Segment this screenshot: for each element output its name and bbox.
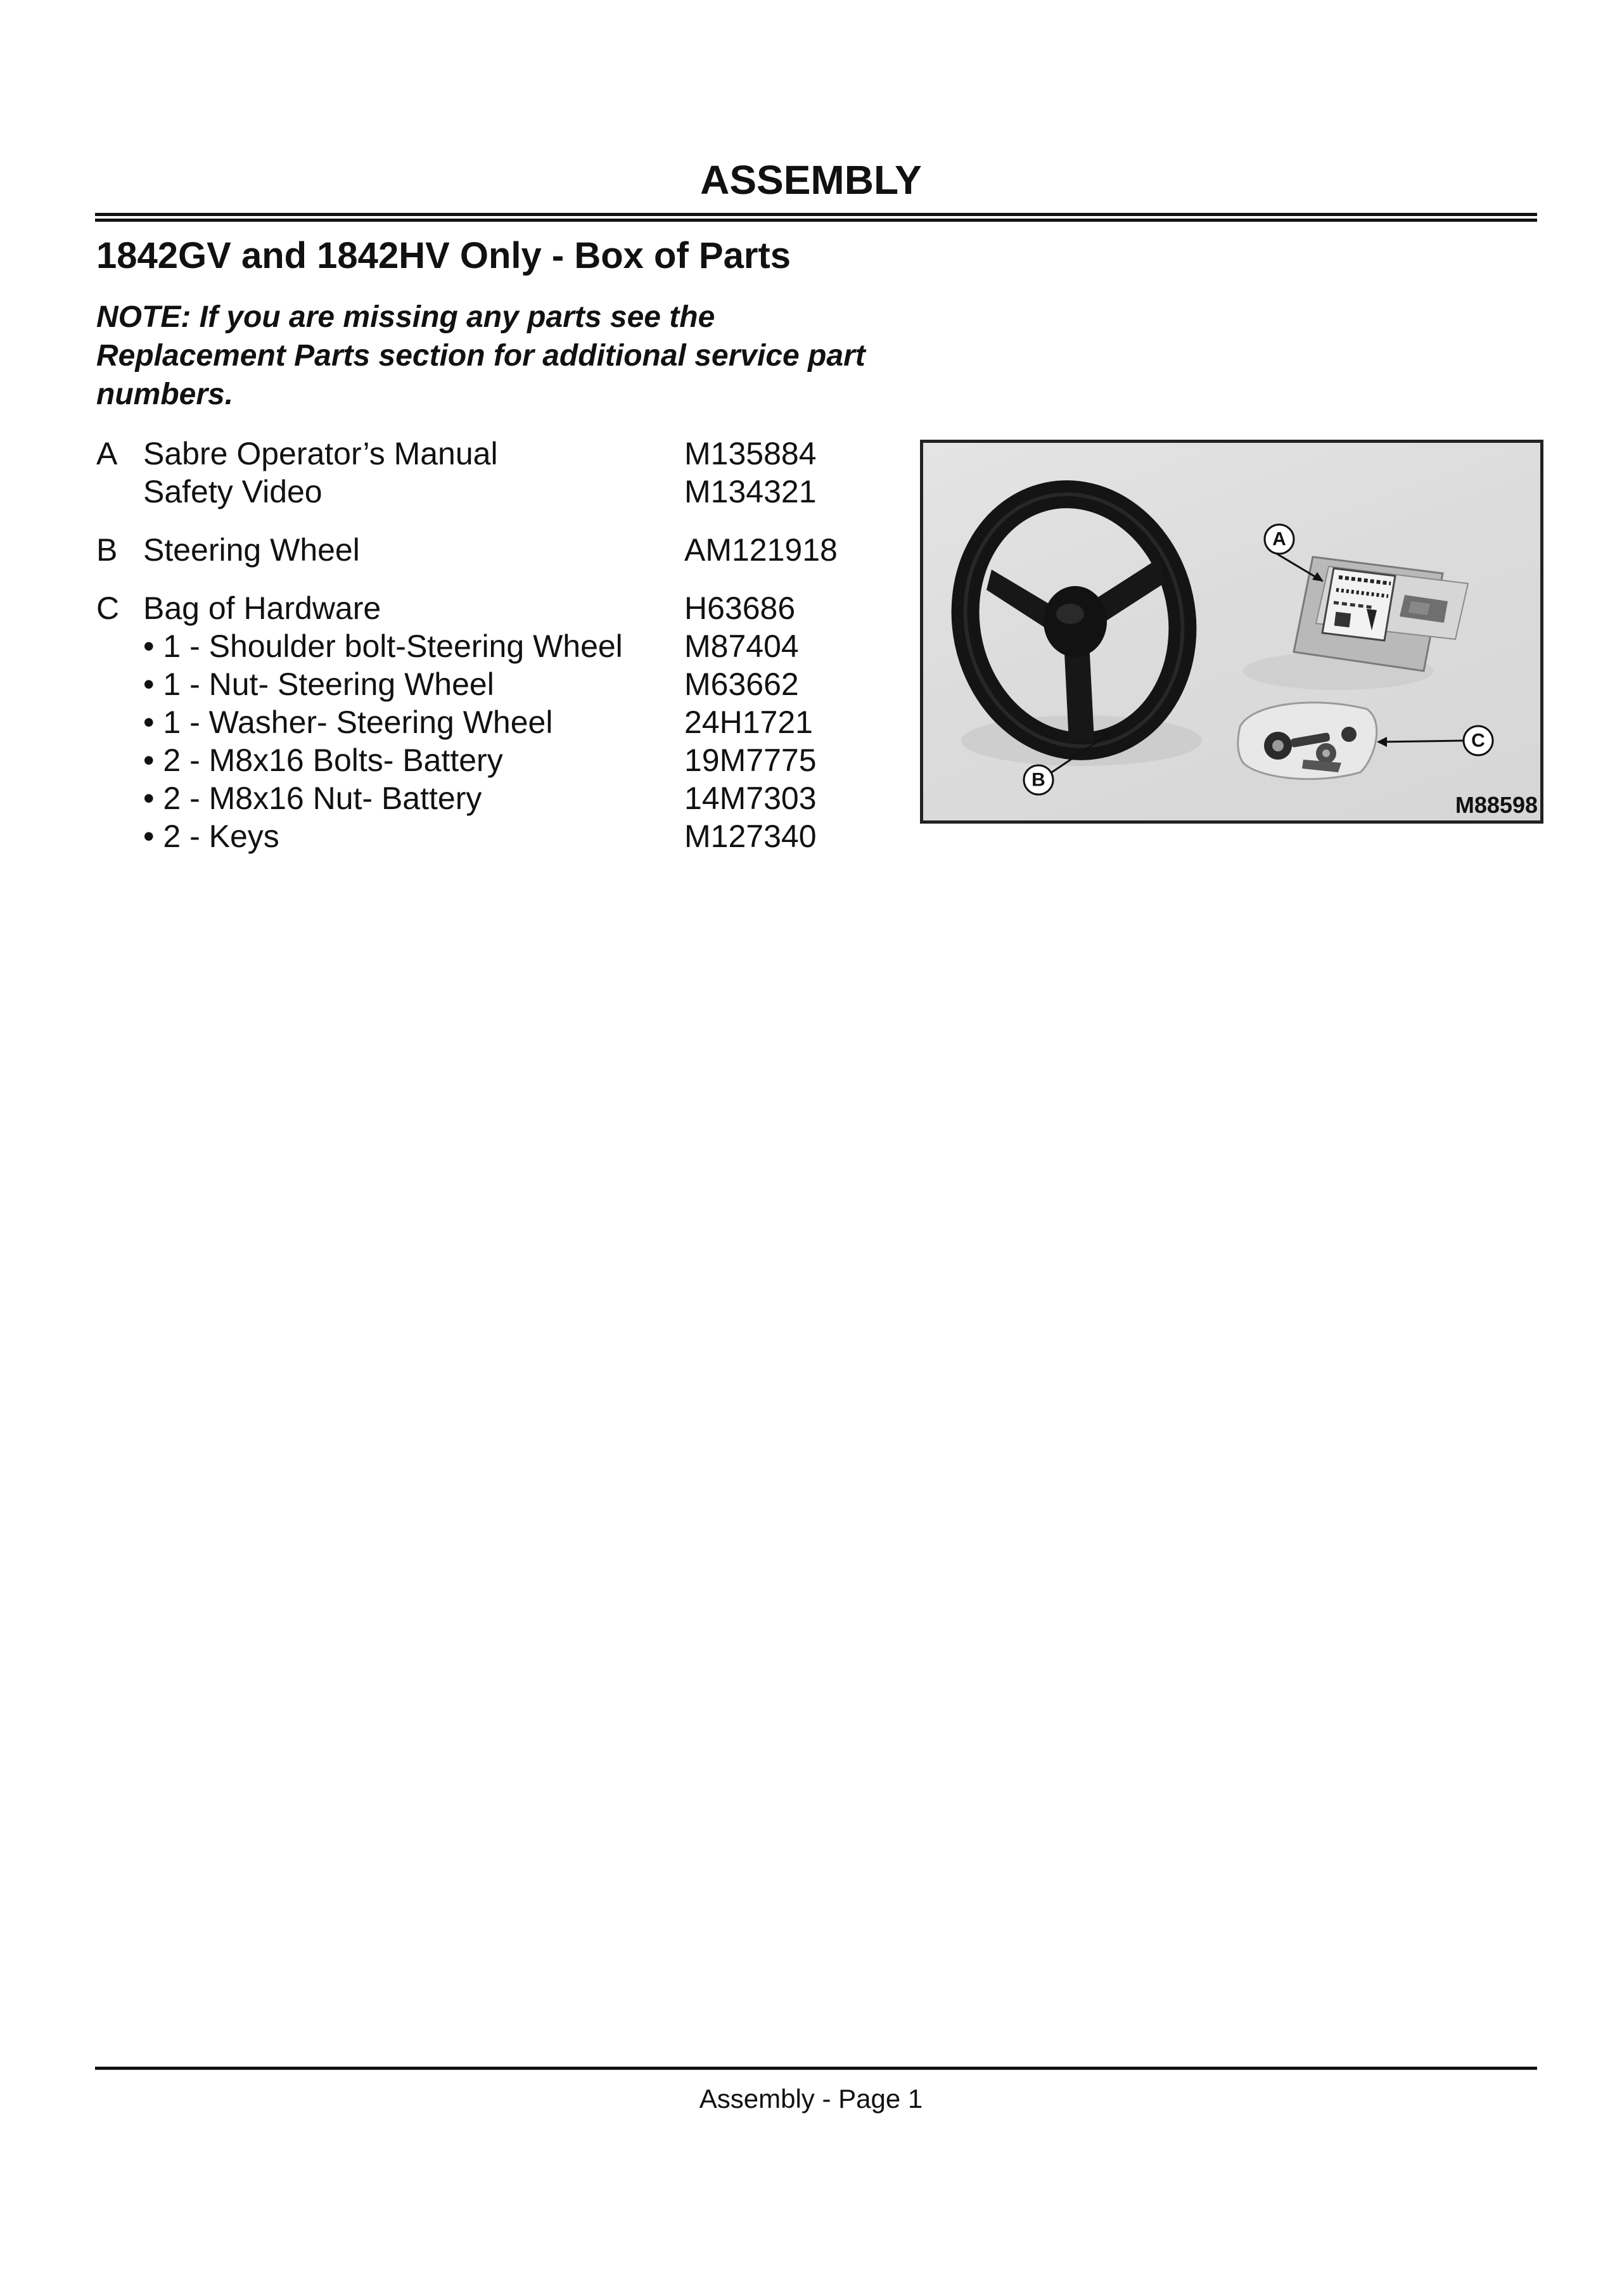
part-number: M63662 xyxy=(684,666,799,702)
part-line xyxy=(96,817,895,855)
part-letter: B xyxy=(96,532,118,568)
part-line xyxy=(96,741,895,779)
part-description: Sabre Operator’s Manual xyxy=(143,436,498,471)
callout-c xyxy=(1464,726,1493,755)
part-number: 19M7775 xyxy=(684,743,817,778)
parts-photo-illustration xyxy=(923,443,1540,820)
part-line xyxy=(96,589,895,627)
parts-photo xyxy=(920,440,1543,824)
part-line xyxy=(96,779,895,817)
note-text: NOTE: If you are missing any parts see the Replacement Parts section for additional service part numbers. xyxy=(96,300,865,411)
part-number: 14M7303 xyxy=(684,781,817,816)
part-line xyxy=(96,531,895,569)
part-description: • 2 - M8x16 Bolts- Battery xyxy=(143,743,503,778)
part-line xyxy=(96,703,895,741)
part-description: • 1 - Nut- Steering Wheel xyxy=(143,666,494,702)
part-description: • 1 - Shoulder bolt-Steering Wheel xyxy=(143,628,623,664)
callout-a-label: A xyxy=(1272,528,1286,550)
page-title: ASSEMBLY xyxy=(700,157,922,203)
callout-c-leader xyxy=(1379,741,1463,742)
header-double-rule xyxy=(95,213,1537,222)
part-number: 24H1721 xyxy=(684,705,813,740)
part-description: • 2 - Keys xyxy=(143,819,279,854)
part-group-c xyxy=(96,589,895,855)
parts-list xyxy=(96,435,895,876)
hardware-bag-image xyxy=(1238,703,1377,779)
section-title: 1842GV and 1842HV Only - Box of Parts xyxy=(96,235,791,276)
part-group-b xyxy=(96,531,895,569)
part-line xyxy=(96,665,895,703)
part-number: M135884 xyxy=(684,436,817,471)
part-description: • 2 - M8x16 Nut- Battery xyxy=(143,781,482,816)
part-letter: C xyxy=(96,590,120,626)
page-footer: Assembly - Page 1 xyxy=(699,2084,923,2114)
part-line xyxy=(96,435,895,473)
figure-id: M88598 xyxy=(1455,792,1538,818)
part-description: • 1 - Washer- Steering Wheel xyxy=(143,705,553,740)
callout-b xyxy=(1024,765,1053,794)
callout-c-label: C xyxy=(1471,730,1485,751)
callout-c-arrowhead xyxy=(1377,737,1387,747)
part-line xyxy=(96,473,895,511)
part-number: AM121918 xyxy=(684,532,838,568)
part-group-a xyxy=(96,435,895,511)
manual-and-video-image xyxy=(1294,557,1468,671)
part-number: H63686 xyxy=(684,590,796,626)
part-description: Bag of Hardware xyxy=(143,590,381,626)
part-description: Steering Wheel xyxy=(143,532,360,568)
part-number: M127340 xyxy=(684,819,817,854)
footer-rule xyxy=(95,2067,1537,2070)
part-number: M134321 xyxy=(684,474,817,509)
part-line xyxy=(96,627,895,665)
part-number: M87404 xyxy=(684,628,799,664)
callout-a xyxy=(1265,525,1294,554)
callout-b-label: B xyxy=(1031,769,1045,791)
part-letter: A xyxy=(96,436,118,471)
part-description: Safety Video xyxy=(143,474,322,509)
